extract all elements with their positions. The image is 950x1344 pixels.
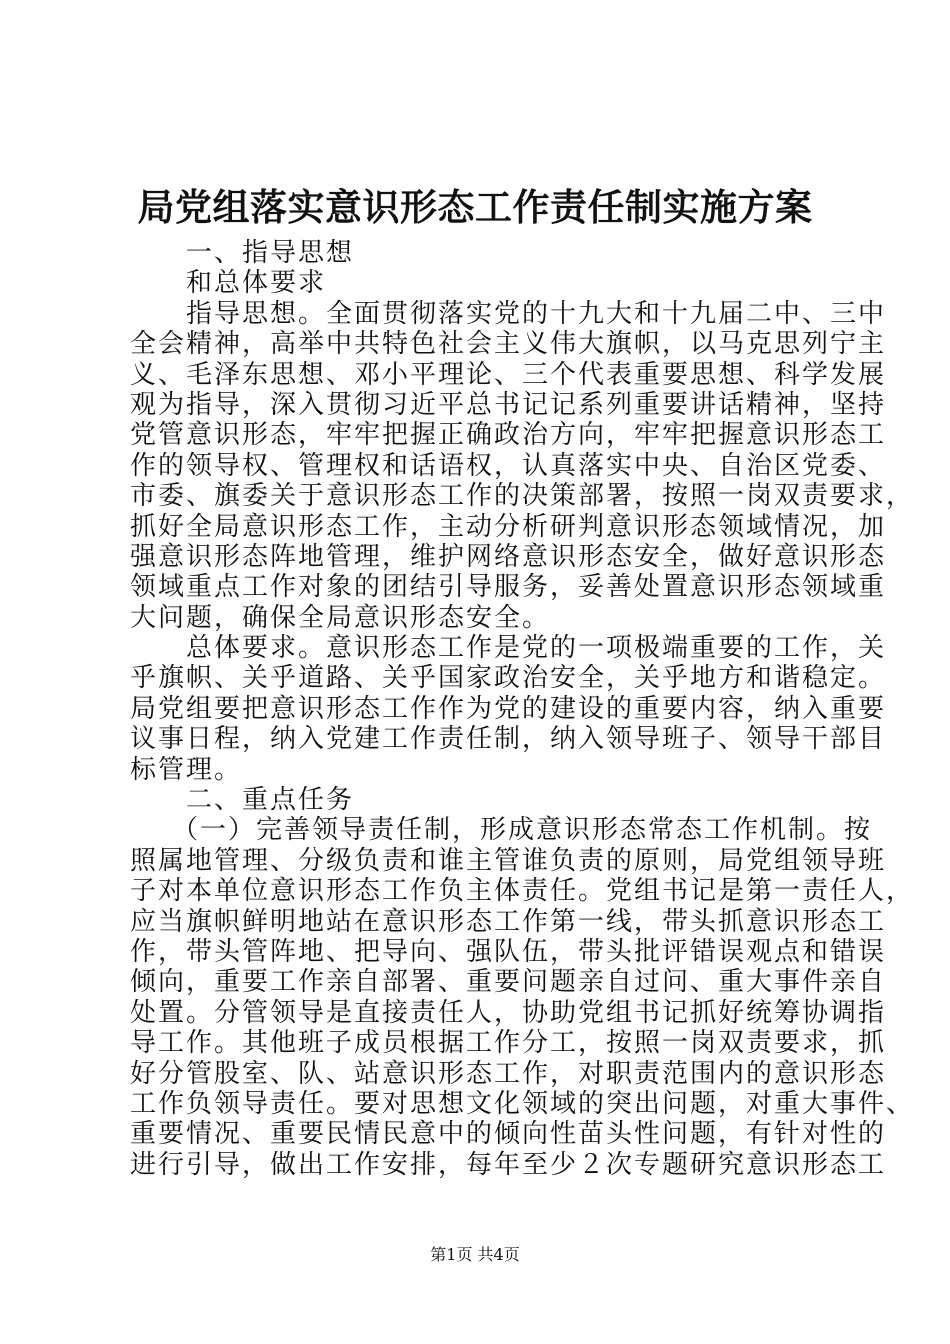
text-line: 强意识形态阵地管理，维护网络意识形态安全，做好意识形态 bbox=[130, 541, 887, 572]
text-line: 倾向，重要工作亲自部署、重要问题亲自过问、重大事件亲自 bbox=[130, 967, 887, 998]
text-line: 党管意识形态，牢牢把握正确政治方向，牢牢把握意识形态工 bbox=[130, 420, 887, 451]
text-line: 工作负领导责任。要对思想文化领域的突出问题，对重大事件、 bbox=[130, 1088, 915, 1119]
text-line: 应当旗帜鲜明地站在意识形态工作第一线，带头抓意识形态工 bbox=[130, 906, 887, 937]
text-line: 全会精神，高举中共特色社会主义伟大旗帜，以马克思列宁主 bbox=[130, 329, 887, 360]
text-line: 观为指导，深入贯彻习近平总书记记系列重要讲话精神，坚持 bbox=[130, 389, 887, 420]
text-line: 义、毛泽东思想、邓小平理论、三个代表重要思想、科学发展 bbox=[130, 359, 887, 390]
page-footer: 第1页 共4页 bbox=[430, 1245, 520, 1264]
text-line: 二、重点任务 bbox=[186, 785, 355, 816]
text-line: 照属地管理、分级负责和谁主管谁负责的原则，局党组领导班 bbox=[130, 845, 887, 876]
text-line: 大问题，确保全局意识形态安全。 bbox=[130, 602, 551, 633]
text-line: 总体要求。意识形态工作是党的一项极端重要的工作，关 bbox=[186, 633, 887, 664]
text-line: 领域重点工作对象的团结引导服务，妥善处置意识形态领域重 bbox=[130, 572, 887, 603]
document-title: 局党组落实意识形态工作责任制实施方案 bbox=[137, 186, 813, 229]
text-line: 处置。分管领导是直接责任人，协助党组书记抓好统筹协调指 bbox=[130, 997, 887, 1028]
text-line: 好分管股室、队、站意识形态工作，对职责范围内的意识形态 bbox=[130, 1058, 887, 1089]
text-line: 抓好全局意识形态工作，主动分析研判意识形态领域情况，加 bbox=[130, 511, 887, 542]
paragraph bbox=[130, 238, 840, 268]
text-line: 局党组要把意识形态工作作为党的建设的重要内容，纳入重要 bbox=[130, 693, 887, 724]
text-line: 一、指导思想 bbox=[186, 238, 355, 268]
text-line: 市委、旗委关于意识形态工作的决策部署，按照一岗双责要求， bbox=[130, 481, 915, 512]
text-line: 议事日程，纳入党建工作责任制，纳入领导班子、领导干部目 bbox=[130, 724, 887, 755]
text-line: 指导思想。全面贯彻落实党的十九大和十九届二中、三中 bbox=[186, 298, 887, 329]
paragraph bbox=[130, 268, 840, 298]
text-line: 进行引导，做出工作安排，每年至少２次专题研究意识形态工 bbox=[130, 1149, 887, 1180]
text-line: （一）完善领导责任制，形成意识形态常态工作机制。按 bbox=[172, 815, 873, 846]
text-line: 乎旗帜、关乎道路、关乎国家政治安全，关乎地方和谐稳定。 bbox=[130, 663, 887, 694]
paragraph bbox=[130, 815, 915, 1180]
text-line: 和总体要求 bbox=[186, 268, 327, 299]
text-line: 重要情况、重要民情民意中的倾向性苗头性问题，有针对性的 bbox=[130, 1119, 887, 1150]
text-line: 导工作。其他班子成员根据工作分工，按照一岗双责要求，抓 bbox=[130, 1028, 887, 1059]
text-line: 子对本单位意识形态工作负主体责任。党组书记是第一责任人， bbox=[130, 876, 915, 907]
paragraph bbox=[130, 298, 915, 633]
text-line: 作的领导权、管理权和话语权，认真落实中央、自治区党委、 bbox=[130, 450, 887, 481]
text-line: 标管理。 bbox=[130, 754, 243, 785]
document-body bbox=[130, 238, 915, 1180]
paragraph bbox=[130, 785, 840, 815]
paragraph bbox=[130, 633, 887, 785]
text-line: 作，带头管阵地、把导向、强队伍，带头批评错误观点和错误 bbox=[130, 936, 887, 967]
